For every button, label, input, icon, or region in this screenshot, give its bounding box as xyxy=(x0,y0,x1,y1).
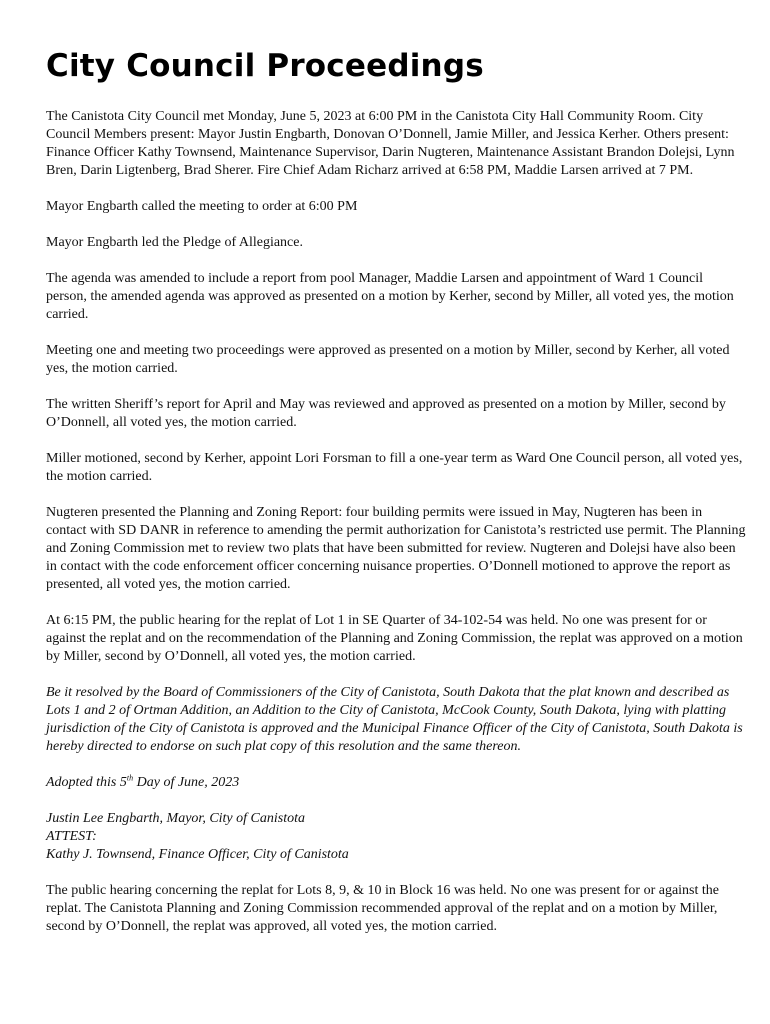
mayor-signature-line: Justin Lee Engbarth, Mayor, City of Canistota xyxy=(46,811,305,826)
page-title: City Council Proceedings xyxy=(46,48,484,84)
adopted-ordinal: th xyxy=(126,773,134,783)
document-page xyxy=(46,46,746,954)
minutes-approval-paragraph: Meeting one and meeting two proceedings were approved as presented on a motion by Miller, second by Kerher, all voted yes, the motion carried. xyxy=(46,343,730,376)
attendance-paragraph: The Canistota City Council met Monday, June 5, 2023 at 6:00 PM in the Canistota City Hall Community Room. City Council Members present: Mayor Justin Engbarth, Donovan O’Donnell, Jamie Miller, and Jessica Kerher. Others present: Finance Officer Kathy Townsend, Maintenance Supervisor, Darin Nugteren, Maintenance Assistant Brandon Dolejsi, Lynn Bren, Darin Ligtenberg, Brad Sherer. Fire Chief Adam Richarz arrived at 6:58 PM, Maddie Larsen arrived at 7 PM. xyxy=(46,109,735,178)
call-to-order-paragraph: Mayor Engbarth called the meeting to order at 6:00 PM xyxy=(46,199,358,214)
adopted-line xyxy=(46,774,746,792)
planning-zoning-paragraph: Nugteren presented the Planning and Zoning Report: four building permits were issued in May, Nugteren has been in contact with SD DANR in reference to amending the permit authorization for Canistota’s restricted use permit. The Planning and Zoning Commission met to review two plats that have been submitted for review. Nugteren and Dolejsi have also been in contact with the code enforcement officer concerning nuisance properties. O’Donnell motioned to approve the report as presented, all voted yes, the motion carried. xyxy=(46,505,746,592)
signature-block xyxy=(46,810,746,864)
adopted-prefix: Adopted this 5 xyxy=(46,775,127,790)
pledge-paragraph: Mayor Engbarth led the Pledge of Allegiance. xyxy=(46,235,303,250)
finance-officer-line: Kathy J. Townsend, Finance Officer, City of Canistota xyxy=(46,847,349,862)
block16-hearing-paragraph: The public hearing concerning the replat for Lots 8, 9, & 10 in Block 16 was held. No one was present for or against the replat. The Canistota Planning and Zoning Commission recommended approval of the replat and on a motion by Miller, second by O’Donnell, the replat was approved, all voted yes, the motion carried. xyxy=(46,883,719,934)
agenda-paragraph: The agenda was amended to include a report from pool Manager, Maddie Larsen and appointment of Ward 1 Council person, the amended agenda was approved as presented on a motion by Kerher, second by Miller, all voted yes, the motion carried. xyxy=(46,271,734,322)
ward-appointment-paragraph: Miller motioned, second by Kerher, appoint Lori Forsman to fill a one-year term as Ward One Council person, all voted yes, the motion carried. xyxy=(46,451,743,484)
sheriff-report-paragraph: The written Sheriff’s report for April and May was reviewed and approved as presented on a motion by Miller, second by O’Donnell, all voted yes, the motion carried. xyxy=(46,397,726,430)
attest-label: ATTEST: xyxy=(46,829,97,844)
replat-hearing-paragraph: At 6:15 PM, the public hearing for the replat of Lot 1 in SE Quarter of 34-102-54 was held. No one was present for or against the replat and on the recommendation of the Planning and Zoning Commission, the replat was approved on a motion by Miller, second by O’Donnell, all voted yes, the motion carried. xyxy=(46,613,743,664)
adopted-suffix: Day of June, 2023 xyxy=(133,775,240,790)
resolution-paragraph: Be it resolved by the Board of Commissioners of the City of Canistota, South Dakota that the plat known and described as Lots 1 and 2 of Ortman Addition, an Addition to the City of Canistota, McCook County, South Dakota, lying with platting jurisdiction of the City of Canistota is approved and the Municipal Finance Officer of the City of Canistota, South Dakota is hereby directed to endorse on such plat copy of this resolution and the same thereon. xyxy=(46,685,743,754)
